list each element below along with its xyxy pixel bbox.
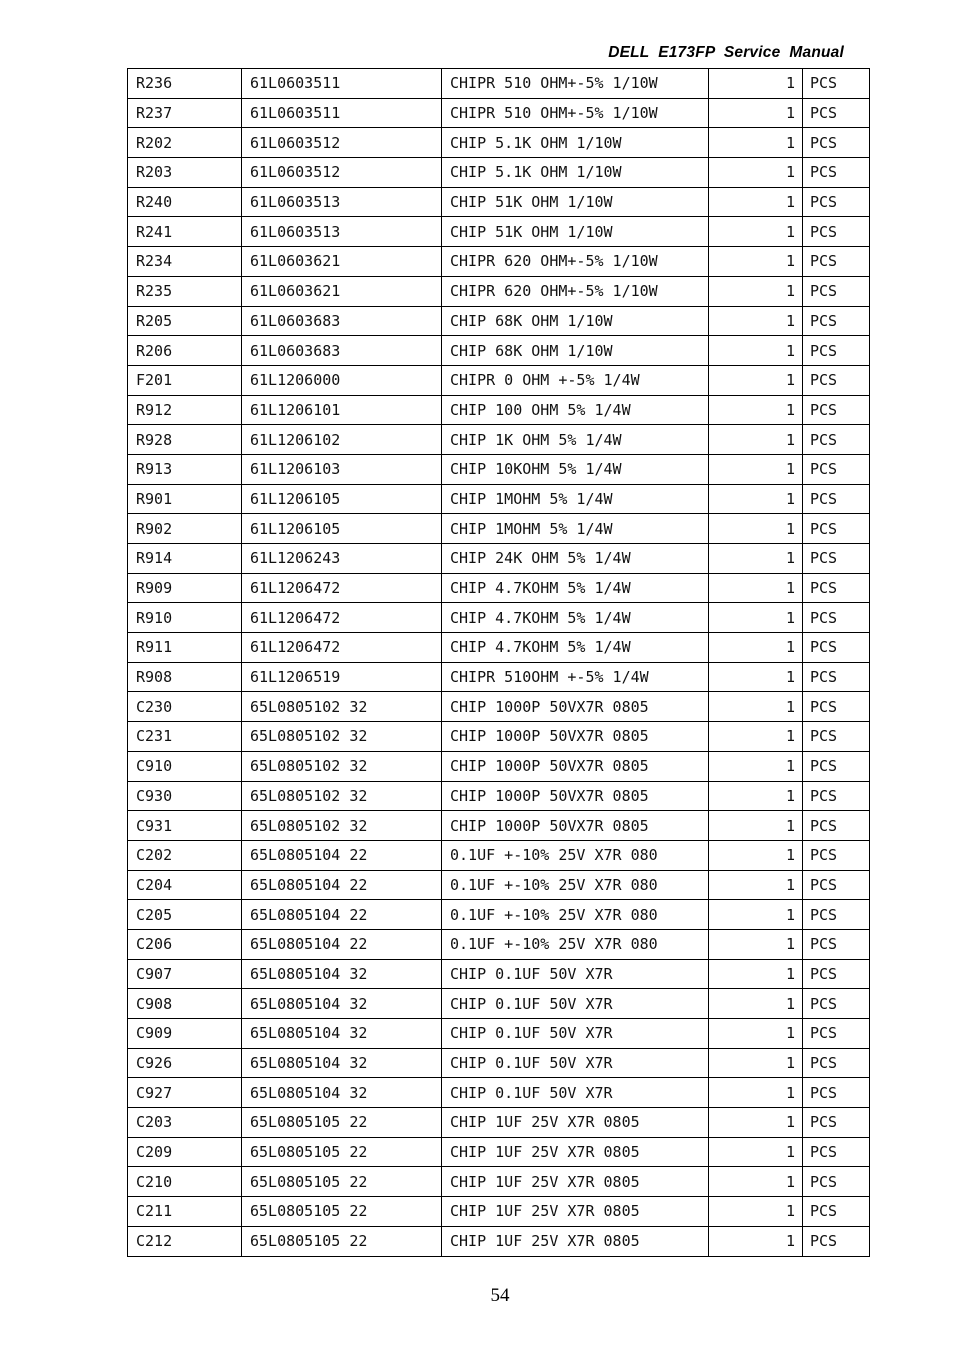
part-number-cell: 61L0603621 xyxy=(242,276,442,306)
table-row xyxy=(128,395,870,425)
part-number-cell: 65L0805102 32 xyxy=(242,811,442,841)
quantity-cell: 1 xyxy=(709,840,803,870)
part-number-cell: 61L1206472 xyxy=(242,573,442,603)
reference-designator-cell: R206 xyxy=(128,336,242,366)
unit-cell: PCS xyxy=(803,247,870,277)
description-cell: 0.1UF +-10% 25V X7R 080 xyxy=(442,900,709,930)
table-row xyxy=(128,989,870,1019)
description-cell: CHIP 10KOHM 5% 1/4W xyxy=(442,454,709,484)
table-row xyxy=(128,276,870,306)
description-cell: CHIP 24K OHM 5% 1/4W xyxy=(442,544,709,574)
quantity-cell: 1 xyxy=(709,247,803,277)
unit-cell: PCS xyxy=(803,544,870,574)
unit-cell: PCS xyxy=(803,1137,870,1167)
description-cell: CHIP 1UF 25V X7R 0805 xyxy=(442,1167,709,1197)
quantity-cell: 1 xyxy=(709,128,803,158)
parts-list-table xyxy=(127,68,870,1257)
reference-designator-cell: R234 xyxy=(128,247,242,277)
unit-cell: PCS xyxy=(803,365,870,395)
table-row xyxy=(128,1078,870,1108)
part-number-cell: 61L1206243 xyxy=(242,544,442,574)
table-row xyxy=(128,365,870,395)
quantity-cell: 1 xyxy=(709,633,803,663)
description-cell: CHIP 0.1UF 50V X7R xyxy=(442,989,709,1019)
unit-cell: PCS xyxy=(803,306,870,336)
reference-designator-cell: C205 xyxy=(128,900,242,930)
unit-cell: PCS xyxy=(803,1108,870,1138)
table-row xyxy=(128,900,870,930)
table-row xyxy=(128,217,870,247)
description-cell: CHIPR 510OHM +-5% 1/4W xyxy=(442,662,709,692)
reference-designator-cell: R236 xyxy=(128,69,242,99)
table-row xyxy=(128,870,870,900)
description-cell: CHIP 1000P 50VX7R 0805 xyxy=(442,781,709,811)
reference-designator-cell: C206 xyxy=(128,929,242,959)
description-cell: CHIP 1000P 50VX7R 0805 xyxy=(442,811,709,841)
quantity-cell: 1 xyxy=(709,603,803,633)
unit-cell: PCS xyxy=(803,811,870,841)
unit-cell: PCS xyxy=(803,1226,870,1256)
unit-cell: PCS xyxy=(803,692,870,722)
description-cell: CHIPR 0 OHM +-5% 1/4W xyxy=(442,365,709,395)
description-cell: CHIP 5.1K OHM 1/10W xyxy=(442,158,709,188)
part-number-cell: 61L1206472 xyxy=(242,633,442,663)
part-number-cell: 61L1206000 xyxy=(242,365,442,395)
description-cell: CHIP 1MOHM 5% 1/4W xyxy=(442,514,709,544)
description-cell: CHIP 51K OHM 1/10W xyxy=(442,217,709,247)
unit-cell: PCS xyxy=(803,336,870,366)
part-number-cell: 61L1206101 xyxy=(242,395,442,425)
description-cell: CHIP 1000P 50VX7R 0805 xyxy=(442,722,709,752)
unit-cell: PCS xyxy=(803,128,870,158)
reference-designator-cell: R909 xyxy=(128,573,242,603)
table-row xyxy=(128,751,870,781)
unit-cell: PCS xyxy=(803,603,870,633)
quantity-cell: 1 xyxy=(709,1078,803,1108)
table-row xyxy=(128,811,870,841)
quantity-cell: 1 xyxy=(709,722,803,752)
quantity-cell: 1 xyxy=(709,929,803,959)
part-number-cell: 65L0805104 32 xyxy=(242,989,442,1019)
quantity-cell: 1 xyxy=(709,1108,803,1138)
description-cell: CHIP 0.1UF 50V X7R xyxy=(442,1078,709,1108)
part-number-cell: 65L0805105 22 xyxy=(242,1137,442,1167)
description-cell: 0.1UF +-10% 25V X7R 080 xyxy=(442,840,709,870)
quantity-cell: 1 xyxy=(709,1048,803,1078)
unit-cell: PCS xyxy=(803,1167,870,1197)
part-number-cell: 65L0805102 32 xyxy=(242,751,442,781)
quantity-cell: 1 xyxy=(709,276,803,306)
part-number-cell: 61L0603513 xyxy=(242,217,442,247)
unit-cell: PCS xyxy=(803,900,870,930)
part-number-cell: 61L1206472 xyxy=(242,603,442,633)
part-number-cell: 65L0805104 32 xyxy=(242,1048,442,1078)
reference-designator-cell: R914 xyxy=(128,544,242,574)
quantity-cell: 1 xyxy=(709,336,803,366)
table-row xyxy=(128,603,870,633)
part-number-cell: 65L0805105 22 xyxy=(242,1167,442,1197)
quantity-cell: 1 xyxy=(709,1167,803,1197)
table-row xyxy=(128,98,870,128)
description-cell: CHIP 51K OHM 1/10W xyxy=(442,187,709,217)
description-cell: CHIP 1UF 25V X7R 0805 xyxy=(442,1226,709,1256)
quantity-cell: 1 xyxy=(709,1226,803,1256)
quantity-cell: 1 xyxy=(709,573,803,603)
table-row xyxy=(128,633,870,663)
description-cell: CHIP 1UF 25V X7R 0805 xyxy=(442,1137,709,1167)
reference-designator-cell: R928 xyxy=(128,425,242,455)
quantity-cell: 1 xyxy=(709,306,803,336)
reference-designator-cell: R237 xyxy=(128,98,242,128)
description-cell: CHIPR 620 OHM+-5% 1/10W xyxy=(442,247,709,277)
table-row xyxy=(128,781,870,811)
quantity-cell: 1 xyxy=(709,514,803,544)
table-row xyxy=(128,336,870,366)
description-cell: CHIPR 510 OHM+-5% 1/10W xyxy=(442,98,709,128)
unit-cell: PCS xyxy=(803,69,870,99)
part-number-cell: 65L0805105 22 xyxy=(242,1108,442,1138)
table-row xyxy=(128,692,870,722)
reference-designator-cell: C211 xyxy=(128,1197,242,1227)
reference-designator-cell: R240 xyxy=(128,187,242,217)
description-cell: 0.1UF +-10% 25V X7R 080 xyxy=(442,929,709,959)
quantity-cell: 1 xyxy=(709,1137,803,1167)
part-number-cell: 61L1206102 xyxy=(242,425,442,455)
table-row xyxy=(128,1019,870,1049)
table-row xyxy=(128,425,870,455)
reference-designator-cell: R902 xyxy=(128,514,242,544)
unit-cell: PCS xyxy=(803,662,870,692)
description-cell: CHIP 1UF 25V X7R 0805 xyxy=(442,1108,709,1138)
part-number-cell: 65L0805104 22 xyxy=(242,870,442,900)
part-number-cell: 65L0805104 32 xyxy=(242,1078,442,1108)
table-row xyxy=(128,840,870,870)
reference-designator-cell: C209 xyxy=(128,1137,242,1167)
reference-designator-cell: R910 xyxy=(128,603,242,633)
reference-designator-cell: C212 xyxy=(128,1226,242,1256)
table-row xyxy=(128,1197,870,1227)
table-row xyxy=(128,484,870,514)
part-number-cell: 65L0805102 32 xyxy=(242,722,442,752)
part-number-cell: 61L0603683 xyxy=(242,306,442,336)
table-row xyxy=(128,128,870,158)
unit-cell: PCS xyxy=(803,217,870,247)
reference-designator-cell: R202 xyxy=(128,128,242,158)
part-number-cell: 61L1206103 xyxy=(242,454,442,484)
unit-cell: PCS xyxy=(803,633,870,663)
description-cell: CHIP 1K OHM 5% 1/4W xyxy=(442,425,709,455)
table-row xyxy=(128,959,870,989)
part-number-cell: 65L0805104 22 xyxy=(242,929,442,959)
table-row xyxy=(128,306,870,336)
table-row xyxy=(128,1167,870,1197)
quantity-cell: 1 xyxy=(709,751,803,781)
reference-designator-cell: C910 xyxy=(128,751,242,781)
part-number-cell: 65L0805104 32 xyxy=(242,959,442,989)
reference-designator-cell: R205 xyxy=(128,306,242,336)
unit-cell: PCS xyxy=(803,187,870,217)
unit-cell: PCS xyxy=(803,1019,870,1049)
part-number-cell: 65L0805104 22 xyxy=(242,840,442,870)
quantity-cell: 1 xyxy=(709,781,803,811)
unit-cell: PCS xyxy=(803,573,870,603)
part-number-cell: 61L0603683 xyxy=(242,336,442,366)
reference-designator-cell: C203 xyxy=(128,1108,242,1138)
description-cell: CHIP 5.1K OHM 1/10W xyxy=(442,128,709,158)
description-cell: CHIP 4.7KOHM 5% 1/4W xyxy=(442,603,709,633)
description-cell: CHIP 68K OHM 1/10W xyxy=(442,306,709,336)
reference-designator-cell: C230 xyxy=(128,692,242,722)
quantity-cell: 1 xyxy=(709,1197,803,1227)
description-cell: CHIP 4.7KOHM 5% 1/4W xyxy=(442,573,709,603)
reference-designator-cell: R241 xyxy=(128,217,242,247)
reference-designator-cell: F201 xyxy=(128,365,242,395)
table-row xyxy=(128,662,870,692)
reference-designator-cell: C202 xyxy=(128,840,242,870)
table-row xyxy=(128,514,870,544)
description-cell: CHIP 1MOHM 5% 1/4W xyxy=(442,484,709,514)
description-cell: CHIP 0.1UF 50V X7R xyxy=(442,959,709,989)
part-number-cell: 61L0603621 xyxy=(242,247,442,277)
unit-cell: PCS xyxy=(803,781,870,811)
part-number-cell: 65L0805104 32 xyxy=(242,1019,442,1049)
quantity-cell: 1 xyxy=(709,544,803,574)
reference-designator-cell: C926 xyxy=(128,1048,242,1078)
reference-designator-cell: C927 xyxy=(128,1078,242,1108)
part-number-cell: 61L1206105 xyxy=(242,484,442,514)
page-number: 54 xyxy=(490,1285,510,1306)
quantity-cell: 1 xyxy=(709,395,803,425)
reference-designator-cell: C931 xyxy=(128,811,242,841)
unit-cell: PCS xyxy=(803,751,870,781)
reference-designator-cell: C210 xyxy=(128,1167,242,1197)
unit-cell: PCS xyxy=(803,276,870,306)
table-row xyxy=(128,1048,870,1078)
table-row xyxy=(128,69,870,99)
description-cell: CHIP 1000P 50VX7R 0805 xyxy=(442,751,709,781)
unit-cell: PCS xyxy=(803,989,870,1019)
part-number-cell: 61L1206105 xyxy=(242,514,442,544)
parts-list-body xyxy=(128,69,870,1257)
description-cell: CHIP 1000P 50VX7R 0805 xyxy=(442,692,709,722)
table-row xyxy=(128,187,870,217)
part-number-cell: 65L0805102 32 xyxy=(242,692,442,722)
quantity-cell: 1 xyxy=(709,989,803,1019)
table-row xyxy=(128,247,870,277)
unit-cell: PCS xyxy=(803,1048,870,1078)
unit-cell: PCS xyxy=(803,454,870,484)
part-number-cell: 65L0805104 22 xyxy=(242,900,442,930)
unit-cell: PCS xyxy=(803,722,870,752)
description-cell: CHIPR 510 OHM+-5% 1/10W xyxy=(442,69,709,99)
quantity-cell: 1 xyxy=(709,870,803,900)
description-cell: CHIP 100 OHM 5% 1/4W xyxy=(442,395,709,425)
part-number-cell: 61L0603512 xyxy=(242,128,442,158)
reference-designator-cell: R913 xyxy=(128,454,242,484)
quantity-cell: 1 xyxy=(709,692,803,722)
reference-designator-cell: C908 xyxy=(128,989,242,1019)
part-number-cell: 61L1206519 xyxy=(242,662,442,692)
part-number-cell: 61L0603512 xyxy=(242,158,442,188)
quantity-cell: 1 xyxy=(709,959,803,989)
unit-cell: PCS xyxy=(803,929,870,959)
quantity-cell: 1 xyxy=(709,454,803,484)
table-row xyxy=(128,1108,870,1138)
unit-cell: PCS xyxy=(803,395,870,425)
unit-cell: PCS xyxy=(803,158,870,188)
table-row xyxy=(128,1137,870,1167)
reference-designator-cell: R203 xyxy=(128,158,242,188)
part-number-cell: 65L0805102 32 xyxy=(242,781,442,811)
quantity-cell: 1 xyxy=(709,900,803,930)
quantity-cell: 1 xyxy=(709,662,803,692)
reference-designator-cell: R901 xyxy=(128,484,242,514)
unit-cell: PCS xyxy=(803,425,870,455)
quantity-cell: 1 xyxy=(709,187,803,217)
description-cell: CHIP 1UF 25V X7R 0805 xyxy=(442,1197,709,1227)
description-cell: CHIP 68K OHM 1/10W xyxy=(442,336,709,366)
reference-designator-cell: R235 xyxy=(128,276,242,306)
unit-cell: PCS xyxy=(803,870,870,900)
part-number-cell: 61L0603513 xyxy=(242,187,442,217)
unit-cell: PCS xyxy=(803,1197,870,1227)
description-cell: CHIP 0.1UF 50V X7R xyxy=(442,1048,709,1078)
quantity-cell: 1 xyxy=(709,217,803,247)
reference-designator-cell: C204 xyxy=(128,870,242,900)
description-cell: 0.1UF +-10% 25V X7R 080 xyxy=(442,870,709,900)
quantity-cell: 1 xyxy=(709,158,803,188)
quantity-cell: 1 xyxy=(709,69,803,99)
quantity-cell: 1 xyxy=(709,1019,803,1049)
page-header-title: DELL E173FP Service Manual xyxy=(608,44,844,61)
reference-designator-cell: C231 xyxy=(128,722,242,752)
quantity-cell: 1 xyxy=(709,484,803,514)
unit-cell: PCS xyxy=(803,484,870,514)
reference-designator-cell: C907 xyxy=(128,959,242,989)
unit-cell: PCS xyxy=(803,1078,870,1108)
description-cell: CHIP 4.7KOHM 5% 1/4W xyxy=(442,633,709,663)
part-number-cell: 65L0805105 22 xyxy=(242,1197,442,1227)
reference-designator-cell: R912 xyxy=(128,395,242,425)
table-row xyxy=(128,544,870,574)
table-row xyxy=(128,158,870,188)
part-number-cell: 65L0805105 22 xyxy=(242,1226,442,1256)
part-number-cell: 61L0603511 xyxy=(242,69,442,99)
reference-designator-cell: C930 xyxy=(128,781,242,811)
part-number-cell: 61L0603511 xyxy=(242,98,442,128)
unit-cell: PCS xyxy=(803,959,870,989)
table-row xyxy=(128,573,870,603)
unit-cell: PCS xyxy=(803,514,870,544)
reference-designator-cell: R908 xyxy=(128,662,242,692)
table-row xyxy=(128,929,870,959)
description-cell: CHIP 0.1UF 50V X7R xyxy=(442,1019,709,1049)
quantity-cell: 1 xyxy=(709,365,803,395)
description-cell: CHIPR 620 OHM+-5% 1/10W xyxy=(442,276,709,306)
unit-cell: PCS xyxy=(803,98,870,128)
table-row xyxy=(128,722,870,752)
quantity-cell: 1 xyxy=(709,425,803,455)
table-row xyxy=(128,1226,870,1256)
quantity-cell: 1 xyxy=(709,811,803,841)
quantity-cell: 1 xyxy=(709,98,803,128)
table-row xyxy=(128,454,870,484)
unit-cell: PCS xyxy=(803,840,870,870)
reference-designator-cell: R911 xyxy=(128,633,242,663)
reference-designator-cell: C909 xyxy=(128,1019,242,1049)
